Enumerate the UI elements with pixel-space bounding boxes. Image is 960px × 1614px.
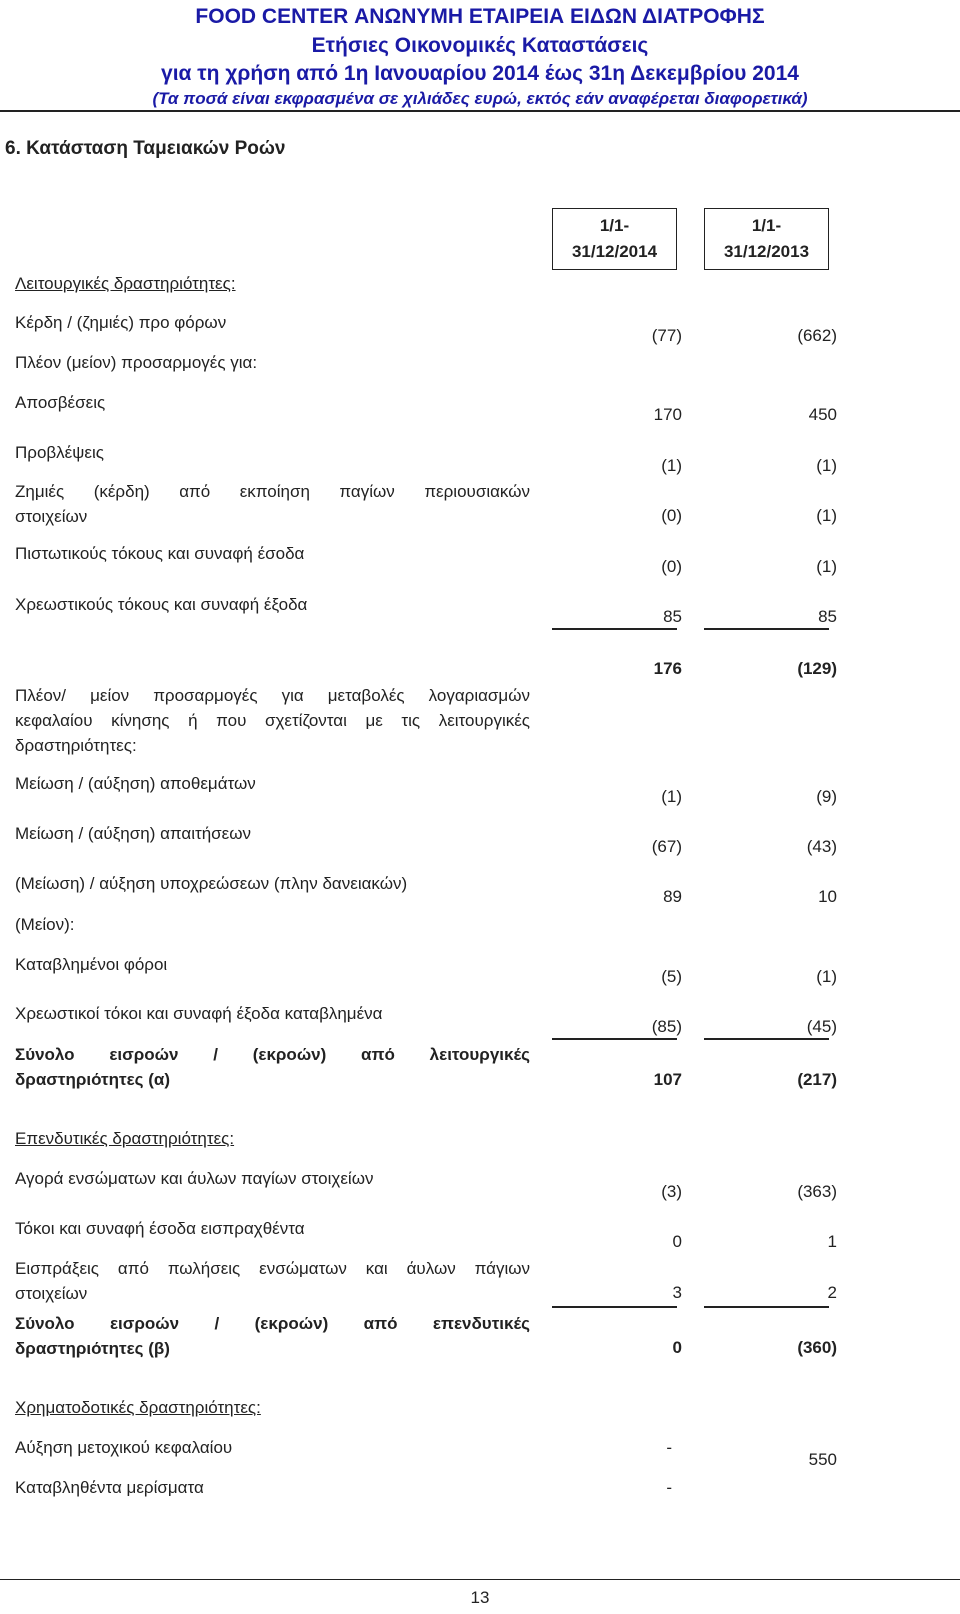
investing-total-label-line1: Σύνολο εισροών / (εκροών) από επενδυτικές [15,1314,530,1333]
interest-expense-label: Χρεωστικούς τόκους και συναφή έξοδα [15,595,308,614]
inventory-2014: (1) [661,787,682,806]
subtotal-rule-2013 [704,628,829,630]
disposal-proceeds-label-line2: στοιχείων [15,1284,88,1303]
investing-total-2013: (360) [797,1338,837,1357]
operating-total-2013: (217) [797,1070,837,1089]
wc-heading-line3: δραστηριότητες: [15,736,137,755]
depreciation-2014: 170 [653,405,682,424]
interest-income-2013: (1) [816,557,837,576]
payables-label: (Μείωση) / αύξηση υποχρεώσεων (πλην δανειακών) [15,874,408,893]
receivables-label: Μείωση / (αύξηση) απαιτήσεων [15,824,252,843]
col1-line1: 1/1- [599,216,630,235]
adjustments-heading: Πλέον (μείον) προσαρμογές για: [15,353,258,372]
financing-merged-2013: 550 [808,1450,837,1469]
financing-heading: Χρηματοδοτικές δραστηριότητες: [15,1398,261,1417]
operating-total-rule-2013 [704,1038,829,1040]
dividends-2014: - [666,1478,672,1497]
column-header-2014 [552,208,677,270]
wc-heading-line2: κεφαλαίου κίνησης ή που σχετίζονται με τις λειτουργικές [15,711,530,730]
investing-total-rule-2014 [552,1306,677,1308]
investing-total-label-line2: δραστηριότητες (β) [15,1339,170,1358]
interest-income-2014: (0) [661,557,682,576]
company-name: FOOD CENTER ΑΝΩΝΥΜΗ ΕΤΑΙΡΕΙΑ ΕΙΔΩΝ ΔΙΑΤΡΟΦΗΣ [195,5,765,28]
profit-before-tax-2014: (77) [651,326,682,345]
operating-total-2014: 107 [653,1070,682,1089]
disposal-loss-label-line2: στοιχείων [15,507,88,526]
operating-subtotal-2014: 176 [653,659,682,678]
footer-rule [0,1579,960,1580]
share-capital-label: Αύξηση μετοχικού κεφαλαίου [15,1438,233,1457]
provisions-2013: (1) [816,456,837,475]
disposal-proceeds-2013: 2 [827,1283,837,1302]
wc-heading-line1: Πλέον/ μείον προσαρμογές για μεταβολές λογαριασμών [15,686,530,705]
header-rule [0,110,960,112]
receivables-2014: (67) [651,837,682,856]
inventory-label: Μείωση / (αύξηση) αποθεμάτων [15,774,256,793]
amounts-note: (Τα ποσά είναι εκφρασμένα σε χιλιάδες ευρώ, εκτός εάν αναφέρεται διαφορετικά) [152,89,808,108]
investing-total-rule-2013 [704,1306,829,1308]
depreciation-2013: 450 [808,405,837,424]
share-capital-2014: - [666,1438,672,1457]
interest-paid-2014: (85) [651,1017,682,1036]
disposal-proceeds-2014: 3 [672,1283,682,1302]
interest-received-2014: 0 [672,1232,682,1251]
col2-line2: 31/12/2013 [723,242,810,261]
column-header-2013 [704,208,829,270]
depreciation-label: Αποσβέσεις [15,393,106,412]
payables-2014: 89 [663,887,682,906]
less-heading: (Μείον): [15,915,75,934]
taxes-paid-2013: (1) [816,967,837,986]
investing-total-2014: 0 [672,1338,682,1357]
document-title: Ετήσιες Οικονομικές Καταστάσεις [311,34,649,57]
disposal-proceeds-label-line1: Εισπράξεις από πωλήσεις ενσώματων και άυλων πάγιων [15,1259,530,1278]
provisions-2014: (1) [661,456,682,475]
disposal-loss-2013: (1) [816,506,837,525]
operating-subtotal-2013: (129) [797,659,837,678]
operating-total-label-line1: Σύνολο εισροών / (εκροών) από λειτουργικές [15,1045,530,1064]
operating-heading: Λειτουργικές δραστηριότητες: [15,274,236,293]
receivables-2013: (43) [806,837,837,856]
provisions-label: Προβλέψεις [15,443,104,462]
taxes-paid-2014: (5) [661,967,682,986]
interest-received-2013: 1 [827,1232,837,1251]
interest-paid-label: Χρεωστικοί τόκοι και συναφή έξοδα καταβλημένα [15,1004,383,1023]
page-number: 13 [470,1588,490,1607]
operating-total-rule-2014 [552,1038,677,1040]
period-line: για τη χρήση από 1η Ιανουαρίου 2014 έως 31η Δεκεμβρίου 2014 [161,62,799,85]
interest-expense-2014: 85 [663,607,682,626]
interest-received-label: Τόκοι και συναφή έσοδα εισπραχθέντα [15,1219,305,1238]
dividends-label: Καταβληθέντα μερίσματα [15,1478,204,1497]
interest-paid-2013: (45) [806,1017,837,1036]
inventory-2013: (9) [816,787,837,806]
disposal-loss-label-line1: Ζημιές (κέρδη) από εκποίηση παγίων περιουσιακών [15,482,530,501]
capex-label: Αγορά ενσώματων και άυλων παγίων στοιχείων [15,1169,374,1188]
taxes-paid-label: Καταβλημένοι φόροι [15,955,168,974]
col1-line2: 31/12/2014 [571,242,658,261]
section-title: 6. Κατάσταση Ταμειακών Ροών [5,138,286,159]
operating-total-label-line2: δραστηριότητες (α) [15,1070,170,1089]
capex-2014: (3) [661,1182,682,1201]
payables-2013: 10 [818,887,837,906]
capex-2013: (363) [797,1182,837,1201]
disposal-loss-2014: (0) [661,506,682,525]
investing-heading: Επενδυτικές δραστηριότητες: [15,1129,235,1148]
interest-income-label: Πιστωτικούς τόκους και συναφή έσοδα [15,544,305,563]
col2-line1: 1/1- [751,216,782,235]
profit-before-tax-label: Κέρδη / (ζημιές) προ φόρων [15,313,227,332]
subtotal-rule-2014 [552,628,677,630]
profit-before-tax-2013: (662) [797,326,837,345]
interest-expense-2013: 85 [818,607,837,626]
